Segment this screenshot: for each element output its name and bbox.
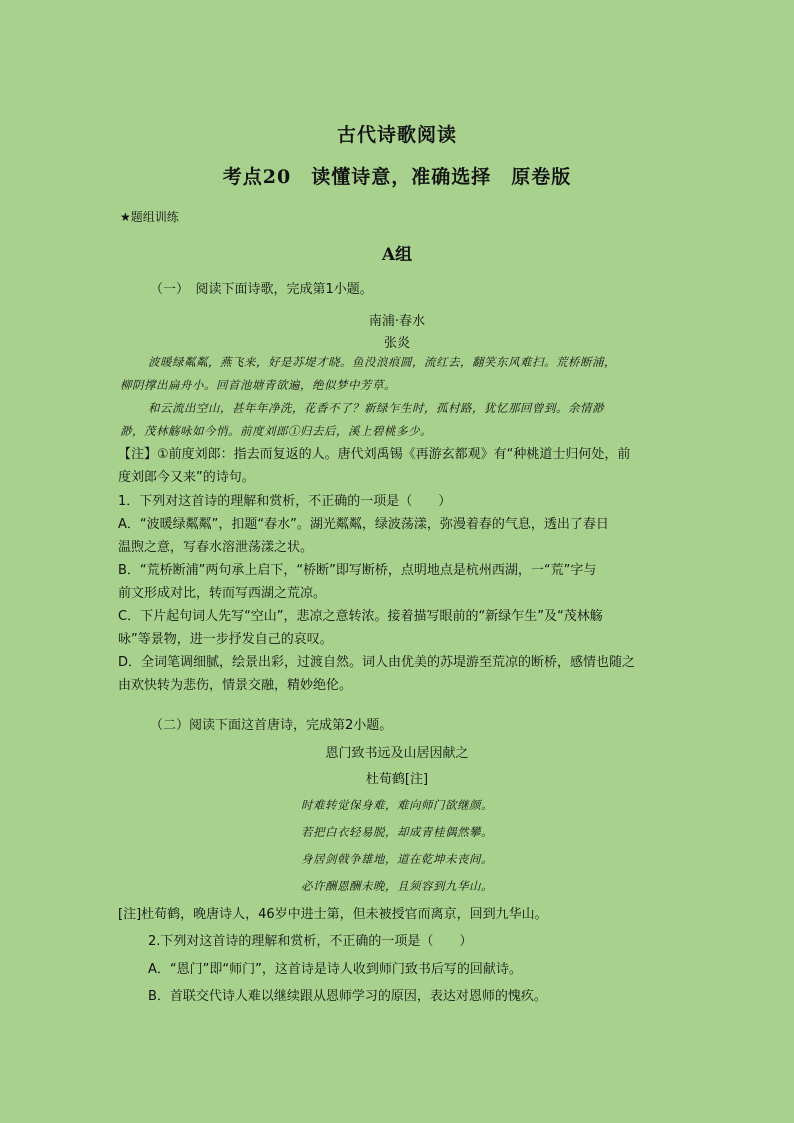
question-1: 1．下列对这首诗的理解和赏析，不正确的一项是（ ） <box>118 494 452 509</box>
poem1-line: 柳阴撑出扁舟小。回首池塘青欲遍，绝似梦中芳草。 <box>120 378 396 392</box>
section2-poem-title: 恩门致书远及山居因献之 <box>325 746 469 761</box>
option-line: 咏”等景物，进一步抒发自己的哀叹。 <box>118 632 333 647</box>
option-line: B．“荒桥断浦”两句承上启下，“桥断”即写断桥，点明地点是杭州西湖，一“荒”字与 <box>118 563 597 578</box>
page-subtitle: 考点20 读懂诗意，准确选择 原卷版 <box>222 166 572 188</box>
poem2-line: 时难转觉保身难，难向师门欲继颜。 <box>301 798 493 812</box>
option-line: 温煦之意，写春水溶泄荡漾之状。 <box>118 540 314 555</box>
poem2-line: 必许酬恩酬未晚，且须容到九华山。 <box>301 879 493 893</box>
section2-intro: （二）阅读下面这首唐诗，完成第2小题。 <box>150 718 393 733</box>
option-line: D．全词笔调细腻，绘景出彩，过渡自然。词人由优美的苏堤游至荒凉的断桥，感情也随之 <box>118 655 636 670</box>
poem1-line: 和云流出空山，甚年年净洗，花香不了？新绿乍生时，孤村路，犹忆那回曾到。余情渺 <box>148 401 604 415</box>
note-line: 度刘郎今又来”的诗句。 <box>118 470 255 485</box>
page-title: 古代诗歌阅读 <box>336 124 457 146</box>
section1-intro: （一） 阅读下面诗歌，完成第1小题。 <box>150 282 373 297</box>
option-line: A．“波暖绿粼粼”，扣题“春水”。湖光粼粼，绿波荡漾，弥漫着春的气息，透出了春日 <box>118 517 609 532</box>
poem1-line: 渺，茂林觞咏如今悄。前度刘郎①归去后，溪上碧桃多少。 <box>120 424 432 438</box>
option-line: 前文形成对比，转而写西湖之荒凉。 <box>118 586 327 601</box>
poem2-line: 若把白衣轻易脱，却成青桂偶然攀。 <box>301 825 493 839</box>
option-line: B．首联交代诗人难以继续跟从恩师学习的原因，表达对恩师的愧疚。 <box>148 989 547 1004</box>
note-line: 【注】①前度刘郎：指去而复返的人。唐代刘禹锡《再游玄都观》有“种桃道士归何处，前 <box>118 447 631 462</box>
poem2-note: [注]杜荀鹤，晚唐诗人，46岁中进士第，但未被授官而离京，回到九华山。 <box>118 907 548 922</box>
group-heading: A组 <box>381 245 413 265</box>
option-line: C．下片起句词人先写“空山”，悲凉之意转浓。接着描写眼前的“新绿乍生”及“茂林觞 <box>118 609 603 624</box>
section2-poem-author: 杜荀鹤[注] <box>365 772 429 787</box>
section1-poem-title: 南浦·春水 <box>368 314 426 329</box>
poem1-line: 波暖绿粼粼，燕飞来，好是苏堤才晓。鱼没浪痕圆，流红去，翻笑东风难扫。荒桥断浦， <box>148 355 616 369</box>
option-line: A．“恩门”即“师门”，这首诗是诗人收到师门致书后写的回献诗。 <box>148 962 522 977</box>
question-2: 2.下列对这首诗的理解和赏析，不正确的一项是（ ） <box>148 934 473 949</box>
training-label: ★题组训练 <box>120 210 179 224</box>
poem2-line: 身居剑戟争雄地，道在乾坤未丧间。 <box>301 852 493 866</box>
section1-poem-author: 张炎 <box>383 336 410 351</box>
option-line: 由欢快转为悲伤，情景交融，精妙绝伦。 <box>118 678 353 693</box>
